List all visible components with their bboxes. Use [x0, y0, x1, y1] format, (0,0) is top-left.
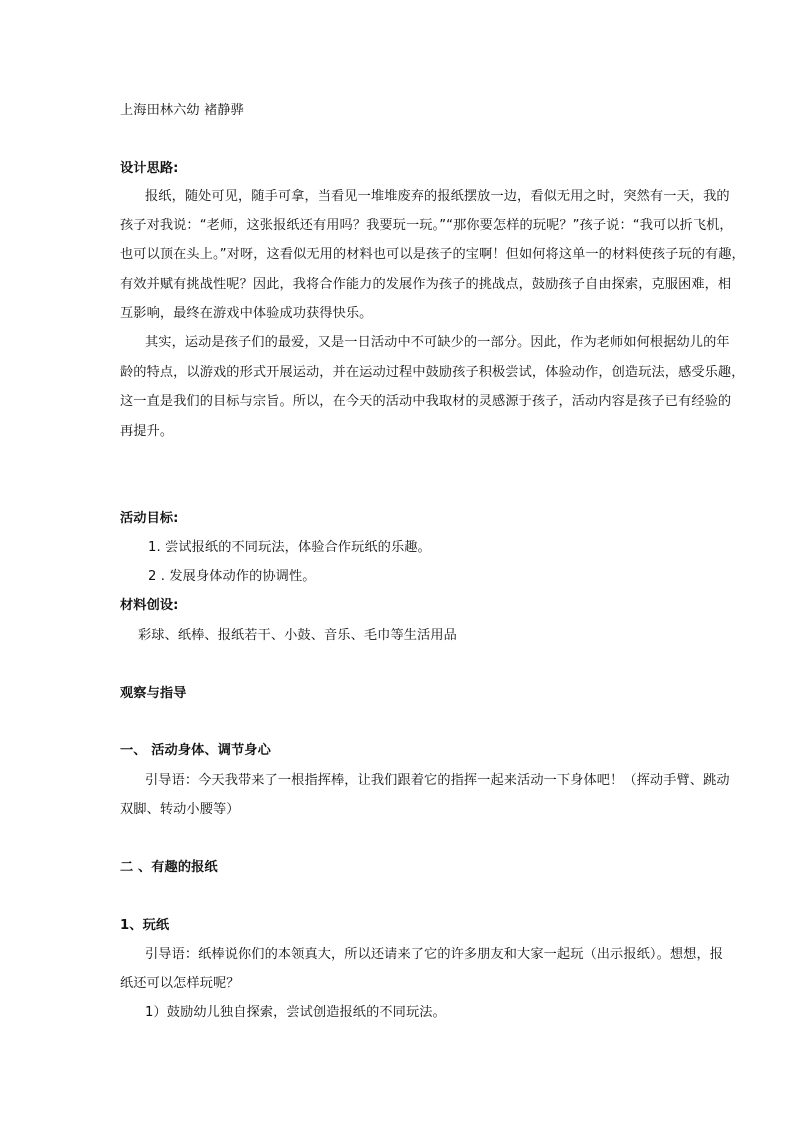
section-one-line: 双脚、转动小腰等） [120, 802, 240, 817]
section-one-title: 一、 活动身体、调节身心 [120, 743, 271, 758]
design-title: 设计思路: [120, 161, 179, 176]
goal-item: 1. 尝试报纸的不同玩法，体验合作玩纸的乐趣。 [148, 540, 431, 555]
design-para1-line: 有效并赋有挑战性呢？因此，我将合作能力的发展作为孩子的挑战点，鼓励孩子自由探索，克服困难，相 [120, 277, 732, 292]
observe-title: 观察与指导 [120, 686, 187, 701]
goal-item: 2 . 发展身体动作的协调性。 [148, 569, 316, 584]
materials-text: 彩球、纸棒、报纸若干、小鼓、音乐、毛巾等生活用品 [138, 628, 457, 643]
design-para1-line: 也可以顶在头上。”对呀，这看似无用的材料也可以是孩子的宝啊！但如何将这单一的材料使孩子玩的有趣， [120, 247, 745, 262]
design-para2-line: 其实，运动是孩子们的最爱，又是一日活动中不可缺少的一部分。因此，作为老师如何根据幼儿的年 [145, 335, 730, 350]
author-line: 上海田林六幼 褚静骅 [120, 103, 244, 118]
subsection-line: 纸还可以怎样玩呢？ [120, 976, 240, 991]
design-para2-line: 龄的特点，以游戏的形式开展运动，并在运动过程中鼓励孩子积极尝试，体验动作，创造玩法，感受乐趣， [120, 365, 745, 380]
design-para1-line: 互影响，最终在游戏中体验成功获得快乐。 [120, 306, 373, 321]
section-two-title: 二 、有趣的报纸 [120, 860, 218, 875]
design-para1-line: 孩子对我说：“老师，这张报纸还有用吗？我要玩一玩。”“那你要怎样的玩呢？”孩子说：“我可以折飞机， [120, 218, 733, 233]
goals-title: 活动目标: [120, 511, 179, 526]
design-para2-line: 再提升。 [120, 424, 174, 439]
subsection-title: 1、玩纸 [120, 918, 170, 933]
design-para2-line: 这一直是我们的目标与宗旨。所以，在今天的活动中我取材的灵感源于孩子，活动内容是孩子已有经验的 [120, 394, 732, 409]
subsection-line: 引导语：纸棒说你们的本领真大，所以还请来了它的许多朋友和大家一起玩（出示报纸）。想想，报 [145, 947, 724, 962]
section-one-line: 引导语：今天我带来了一根指挥棒，让我们跟着它的指挥一起来活动一下身体吧！（挥动手臂、跳动 [145, 773, 730, 788]
design-para1-line: 报纸，随处可见，随手可拿，当看见一堆堆废弃的报纸摆放一边，看似无用之时，突然有一天，我的 [145, 189, 730, 204]
subsection-item: 1）鼓励幼儿独自探索，尝试创造报纸的不同玩法。 [145, 1005, 446, 1020]
materials-title: 材料创设: [120, 598, 179, 613]
